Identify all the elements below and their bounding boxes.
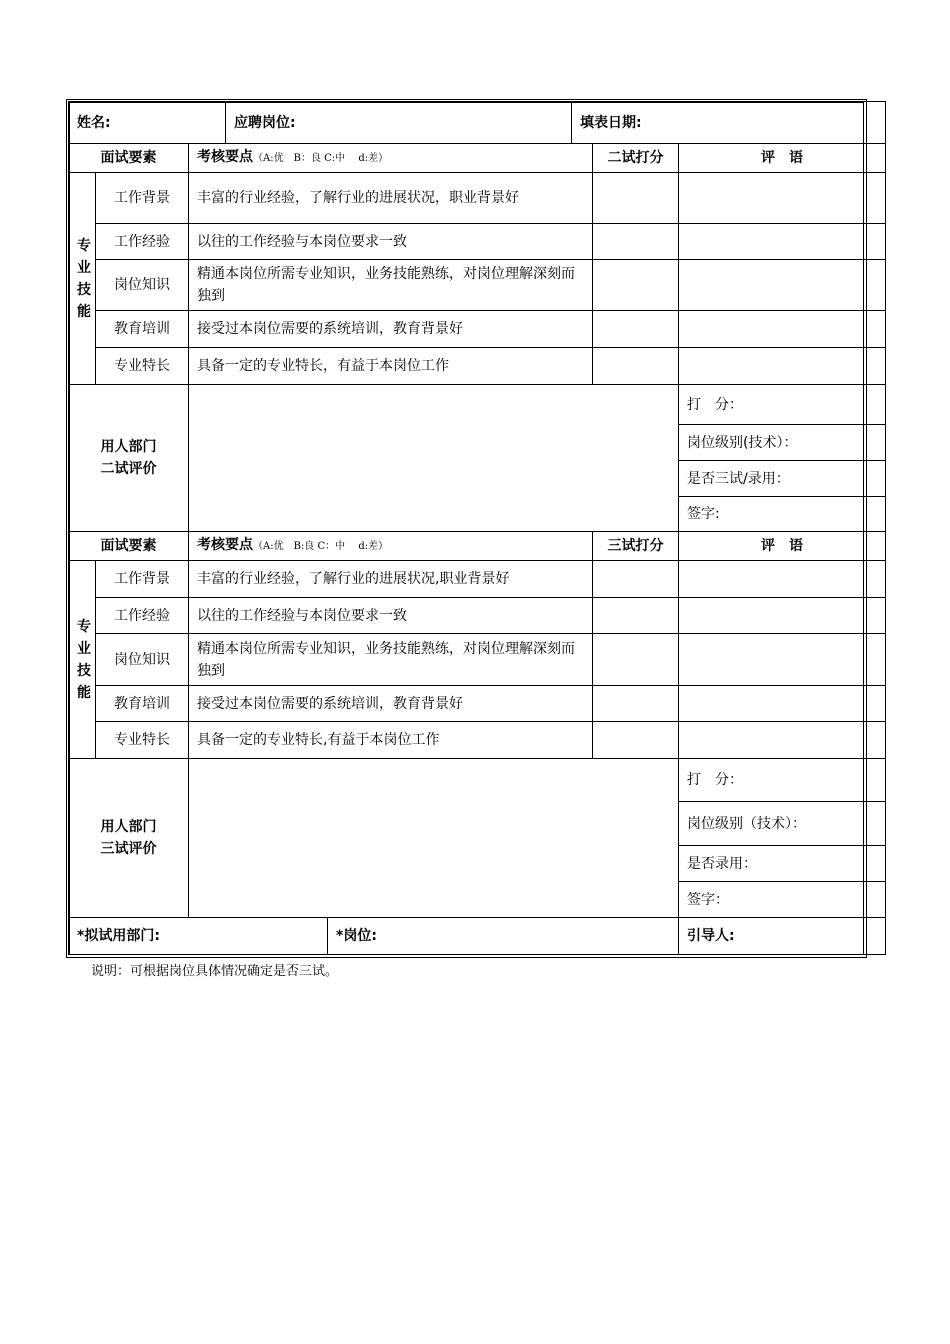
grading-scale: （A:优 B：良 C:中 d:差） [253,153,389,164]
name-field[interactable] [69,102,226,144]
score-cell[interactable] [593,311,679,348]
assessment-point: 具备一定的专业特长，有益于本岗位工作 [189,348,593,385]
score-cell[interactable] [593,561,679,598]
trial-post-field[interactable]: *岗位: [328,918,679,955]
assessment-point: 丰富的行业经验，了解行业的进展状况,职业背景好 [189,561,593,598]
comment-cell[interactable] [679,173,886,224]
category-professional-skills: 专 业 技 能 [69,173,96,385]
factor-label: 工作背景 [96,173,189,224]
factor-label: 专业特长 [96,722,189,759]
factor-label: 工作背景 [96,561,189,598]
col-factor-header: 面试要素 [69,532,189,561]
guide-person-field[interactable]: 引导人: [679,918,886,955]
second-round-evaluation-label: 用人部门 二试评价 [69,385,189,532]
comment-cell[interactable] [679,260,886,311]
category-professional-skills: 专 业 技 能 [69,561,96,759]
comment-cell[interactable] [679,598,886,634]
level-field[interactable]: 岗位级别（技术）： [679,802,886,846]
comment-cell[interactable] [679,348,886,385]
assessment-point: 丰富的行业经验，了解行业的进展状况，职业背景好 [189,173,593,224]
signature-field[interactable]: 签字： [679,882,886,918]
comment-cell[interactable] [679,722,886,759]
form-note: 说明：可根据岗位具体情况确定是否三试。 [91,964,339,979]
factor-label: 专业特长 [96,348,189,385]
comment-cell[interactable] [679,311,886,348]
score-cell[interactable] [593,686,679,722]
factor-label: 工作经验 [96,598,189,634]
score-cell[interactable] [593,722,679,759]
factor-label: 教育培训 [96,686,189,722]
score-field[interactable]: 打 分： [679,759,886,802]
score-cell[interactable] [593,173,679,224]
decision-field[interactable]: 是否录用： [679,846,886,882]
second-round-evaluation-area[interactable] [189,385,679,532]
score-cell[interactable] [593,348,679,385]
level-field[interactable]: 岗位级别(技术）： [679,425,886,461]
col-comment-header: 评 语 [679,532,886,561]
comment-cell[interactable] [679,686,886,722]
third-round-evaluation-label: 用人部门 三试评价 [69,759,189,918]
interview-evaluation-form [68,101,886,955]
signature-field[interactable]: 签字: [679,497,886,532]
factor-label: 教育培训 [96,311,189,348]
col-score-header: 三试打分 [593,532,679,561]
col-score-header: 二试打分 [593,144,679,173]
assessment-point: 以往的工作经验与本岗位要求一致 [189,224,593,260]
col-factor-header: 面试要素 [69,144,189,173]
third-round-evaluation-area[interactable] [189,759,679,918]
score-field[interactable]: 打 分： [679,385,886,425]
assessment-point: 以往的工作经验与本岗位要求一致 [189,598,593,634]
name-label: 姓名: [77,114,111,131]
score-cell[interactable] [593,598,679,634]
factor-label: 岗位知识 [96,634,189,686]
date-label: 填表日期: [580,114,642,131]
grading-scale: （A:优 B:良 C：中 d:差） [253,541,389,552]
score-cell[interactable] [593,260,679,311]
assessment-point: 接受过本岗位需要的系统培训，教育背景好 [189,311,593,348]
col-points-header: 考核要点（A:优 B:良 C：中 d:差） [189,532,593,561]
decision-field[interactable]: 是否三试/录用： [679,461,886,497]
position-field[interactable] [226,102,572,144]
position-label: 应聘岗位: [234,114,296,131]
comment-cell[interactable] [679,634,886,686]
col-points-header: 考核要点（A:优 B：良 C:中 d:差） [189,144,593,173]
factor-label: 岗位知识 [96,260,189,311]
comment-cell[interactable] [679,561,886,598]
score-cell[interactable] [593,224,679,260]
assessment-point: 精通本岗位所需专业知识，业务技能熟练，对岗位理解深刻而独到 [189,634,593,686]
factor-label: 工作经验 [96,224,189,260]
assessment-point: 接受过本岗位需要的系统培训，教育背景好 [189,686,593,722]
assessment-point: 精通本岗位所需专业知识，业务技能熟练，对岗位理解深刻而独到 [189,260,593,311]
date-field[interactable] [572,102,886,144]
col-comment-header: 评 语 [679,144,886,173]
score-cell[interactable] [593,634,679,686]
assessment-point: 具备一定的专业特长,有益于本岗位工作 [189,722,593,759]
trial-department-field[interactable]: *拟试用部门: [69,918,328,955]
comment-cell[interactable] [679,224,886,260]
